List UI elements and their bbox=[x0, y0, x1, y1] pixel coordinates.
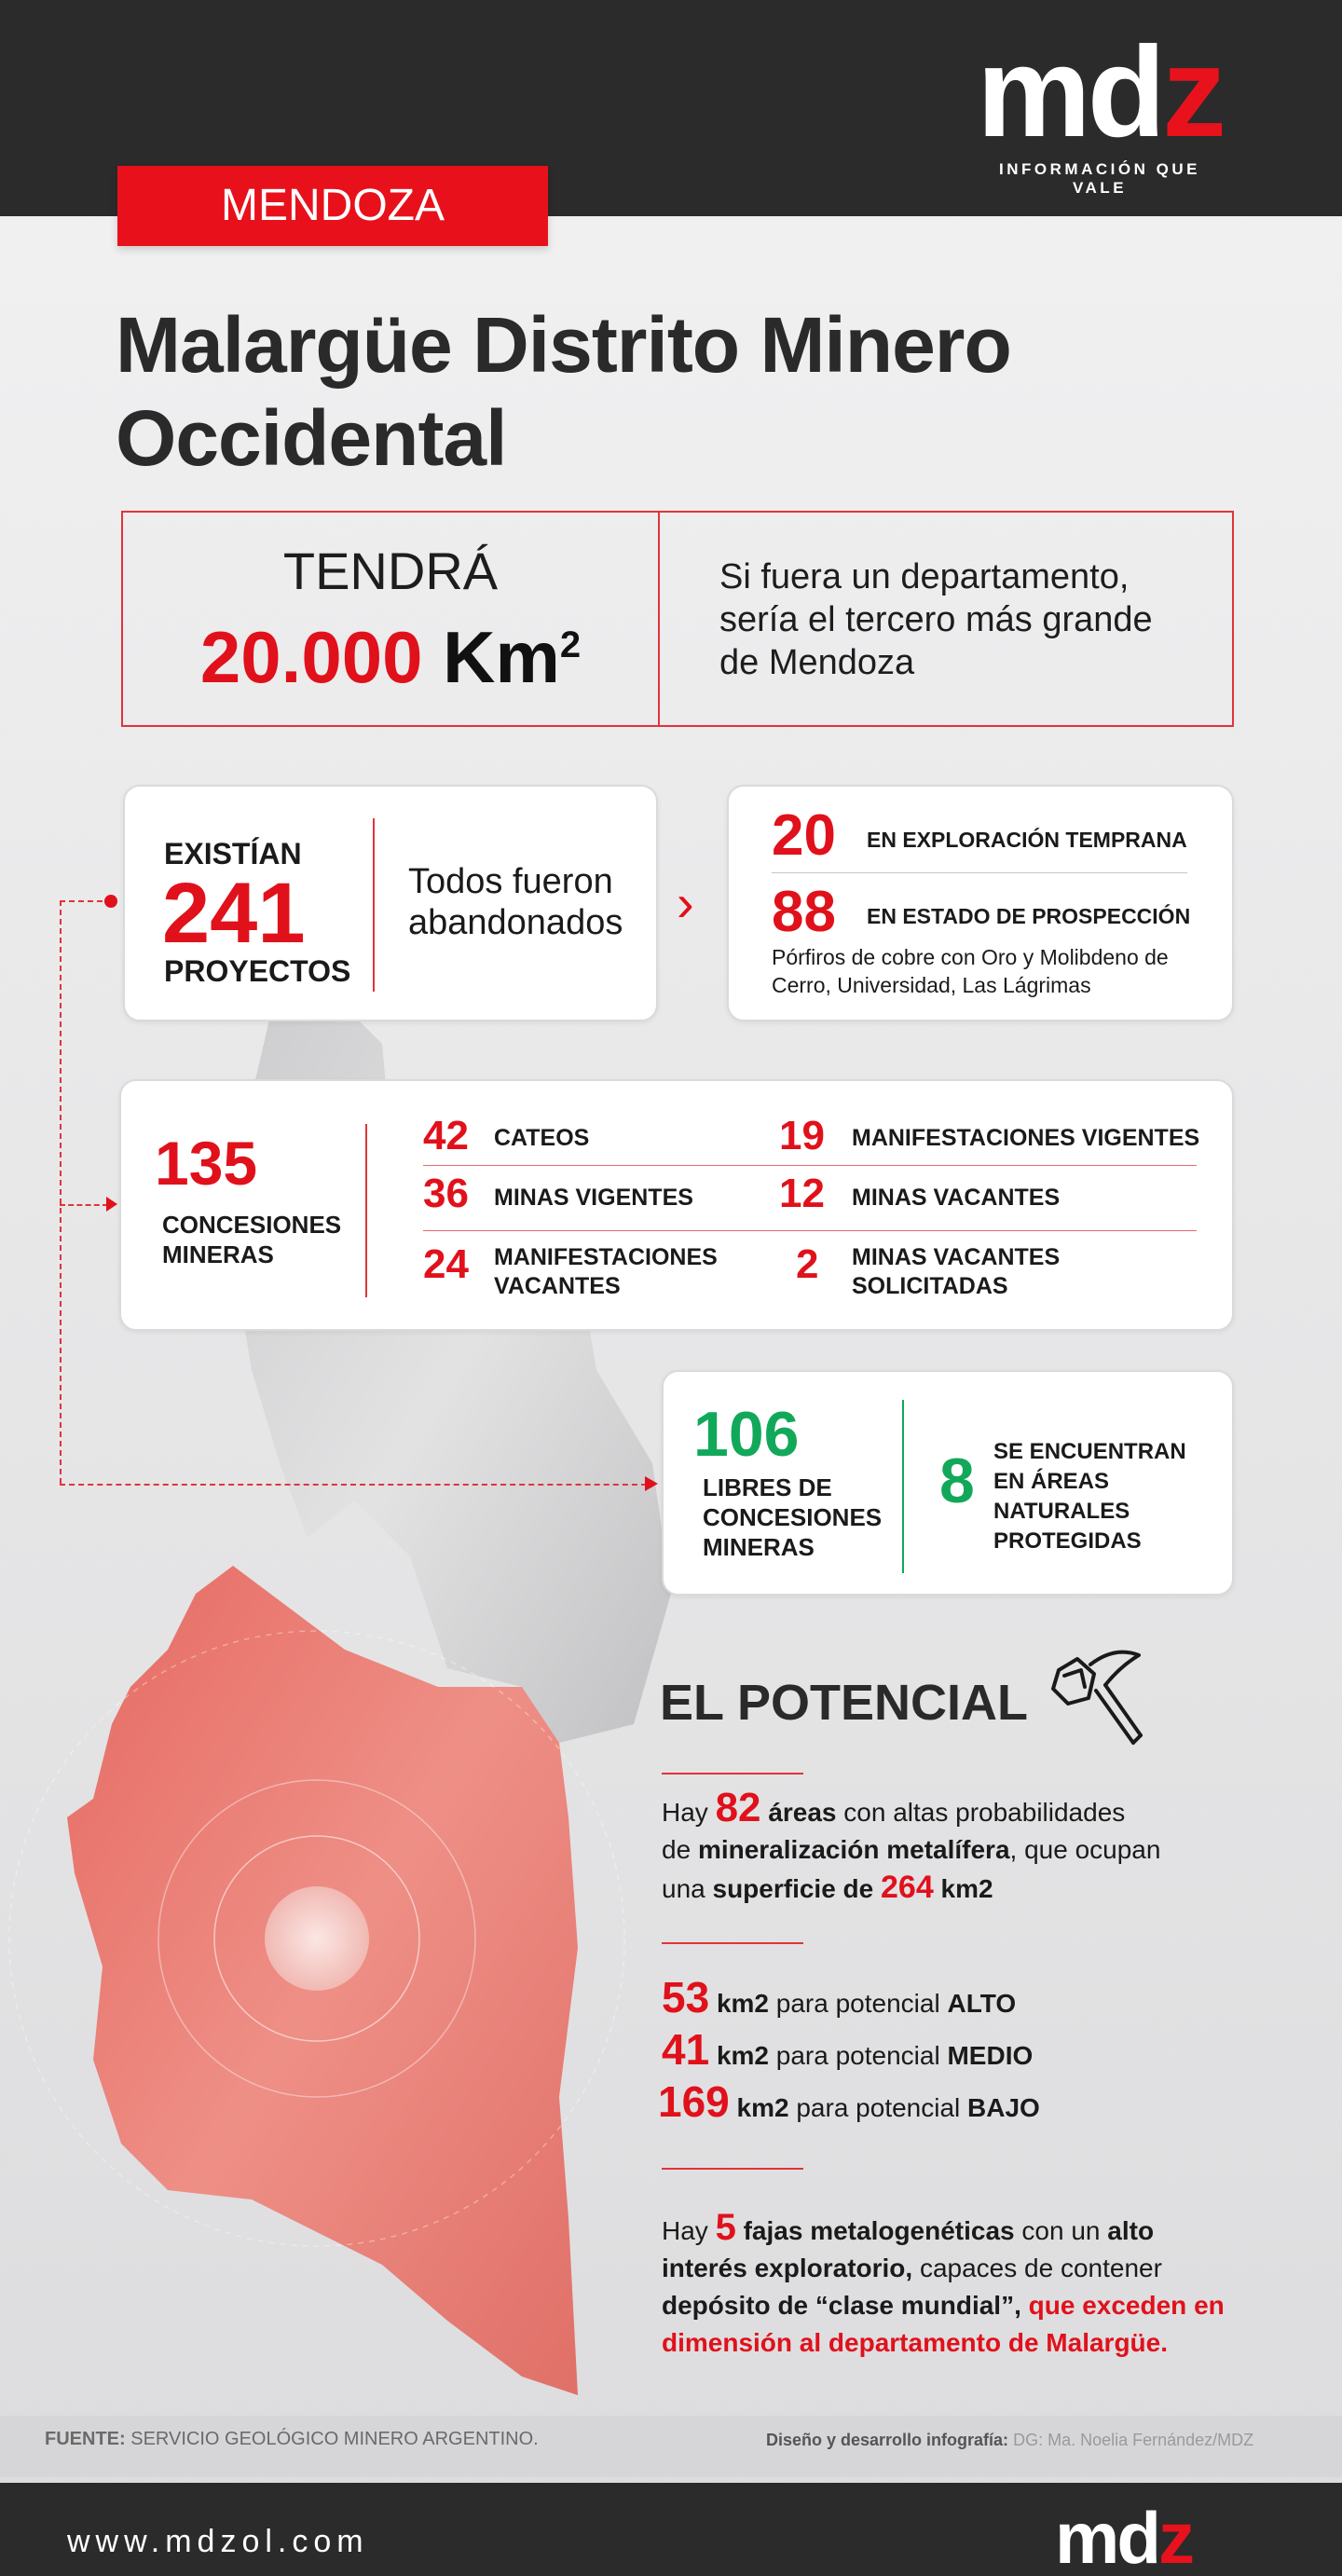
title-line-1: Malargüe Distrito Minero bbox=[116, 301, 1011, 389]
area-box bbox=[121, 511, 1234, 727]
concession-label-line: SOLICITADAS bbox=[852, 1273, 1008, 1299]
protected-count: 8 bbox=[939, 1446, 975, 1516]
page-title bbox=[116, 298, 1141, 485]
concession-label bbox=[494, 1243, 718, 1301]
concession-label-line: VACANTES bbox=[494, 1273, 621, 1299]
stage-divider bbox=[772, 872, 1187, 873]
free-label-line: MINERAS bbox=[703, 1533, 815, 1561]
free-divider bbox=[902, 1400, 904, 1573]
potential-level: 53 km2 para potencial ALTO bbox=[662, 1973, 1017, 2021]
free-count: 106 bbox=[693, 1399, 800, 1470]
logo-z: z bbox=[1158, 2497, 1192, 2576]
section-rule bbox=[662, 2168, 803, 2170]
projects-status-line: Todos fueron bbox=[408, 862, 613, 901]
concession-count: 24 bbox=[423, 1241, 469, 1287]
stage-note-line: Pórfiros de cobre con Oro y Molibdeno de bbox=[772, 945, 1169, 969]
potential-level: 169 km2 para potencial BAJO bbox=[658, 2077, 1040, 2126]
connector-line bbox=[60, 1204, 108, 1206]
free-label bbox=[703, 1473, 882, 1562]
concessions-label-line: MINERAS bbox=[162, 1240, 274, 1268]
projects-label: PROYECTOS bbox=[164, 954, 351, 988]
row-divider bbox=[423, 1165, 1197, 1166]
area-number: 20.000 bbox=[199, 616, 423, 698]
level-km: 169 bbox=[658, 2077, 730, 2126]
logo-md: md bbox=[1055, 2497, 1158, 2576]
concession-count: 12 bbox=[779, 1171, 825, 1216]
highlight-circle bbox=[265, 1886, 369, 1991]
potential-paragraph-1: Hay 82 áreas con altas probabilidades de mineralización metalífera, que ocupan una superficie de 264 km2 bbox=[662, 1785, 1161, 1905]
concession-label: MINAS VACANTES bbox=[852, 1185, 1061, 1211]
protected-label-line: PROTEGIDAS bbox=[993, 1528, 1142, 1554]
source-note: FUENTE: SERVICIO GEOLÓGICO MINERO ARGENTINO. bbox=[45, 2429, 539, 2449]
logo-z: z bbox=[1162, 21, 1223, 164]
projects-card bbox=[123, 785, 658, 1021]
area-unit: Km$^2$ bbox=[443, 616, 582, 698]
concessions-card bbox=[119, 1079, 1234, 1331]
section-rule bbox=[662, 1942, 803, 1944]
connector-dot bbox=[104, 895, 117, 908]
concession-label: MANIFESTACIONES VIGENTES bbox=[852, 1125, 1200, 1151]
title-line-2: Occidental bbox=[116, 394, 507, 482]
pickaxe-rock-icon bbox=[1040, 1642, 1156, 1758]
tagline: INFORMACIÓN QUE VALE bbox=[999, 160, 1200, 197]
section-rule bbox=[662, 1773, 803, 1774]
brand-logo[interactable] bbox=[969, 21, 1230, 198]
stage-count: 88 bbox=[772, 880, 836, 944]
protected-label-line: NATURALES bbox=[993, 1499, 1130, 1524]
free-label-line: LIBRES DE bbox=[703, 1473, 832, 1501]
potential-paragraph-3: Hay 5 fajas metalogenéticas con un alto interés exploratorio, capaces de contener depósito de “clase mundial”, que exceden en dimensión al departamento de Malargüe. bbox=[662, 2207, 1225, 2357]
stage-note bbox=[772, 943, 1210, 999]
stage-label: EN EXPLORACIÓN TEMPRANA bbox=[867, 828, 1187, 852]
area-value bbox=[123, 615, 658, 700]
connector-line bbox=[60, 1484, 647, 1486]
area-divider bbox=[658, 513, 660, 725]
stage-label: EN ESTADO DE PROSPECCIÓN bbox=[867, 904, 1191, 928]
concessions-label bbox=[162, 1210, 341, 1269]
concession-label-line: MANIFESTACIONES bbox=[494, 1244, 718, 1270]
brand-logo-footer[interactable] bbox=[1055, 2497, 1192, 2576]
stage-note-line: Cerro, Universidad, Las Lágrimas bbox=[772, 973, 1091, 997]
level-km: 53 bbox=[662, 1973, 710, 2021]
concessions-label-line: CONCESIONES bbox=[162, 1211, 342, 1239]
fajas-count: 5 bbox=[715, 2207, 736, 2248]
concessions-divider bbox=[365, 1124, 367, 1297]
logo-md: md bbox=[977, 21, 1162, 164]
region-label: MENDOZA bbox=[117, 166, 548, 246]
existian-label: EXISTÍAN bbox=[164, 837, 302, 870]
concession-count: 19 bbox=[779, 1113, 825, 1158]
credits-note: Diseño y desarrollo infografía: DG: Ma. Noelia Fernández/MDZ bbox=[766, 2431, 1254, 2449]
projects-count: 241 bbox=[162, 866, 306, 961]
area-note-line: sería el tercero más grande bbox=[719, 600, 1153, 639]
connector-arrow bbox=[106, 1197, 117, 1212]
chevron-right-icon: › bbox=[677, 873, 694, 932]
level-km: 41 bbox=[662, 2025, 710, 2074]
website-link[interactable]: www.mdzol.com bbox=[67, 2524, 369, 2559]
free-label-line: CONCESIONES bbox=[703, 1503, 883, 1531]
areas-count: 82 bbox=[715, 1785, 761, 1830]
projects-status bbox=[408, 861, 641, 943]
surface-km: 264 bbox=[881, 1870, 934, 1905]
protected-label-line: EN ÁREAS bbox=[993, 1469, 1110, 1494]
projects-status-line: abandonados bbox=[408, 903, 623, 942]
protected-label-line: SE ENCUENTRAN bbox=[993, 1439, 1186, 1464]
concession-count: 42 bbox=[423, 1113, 469, 1158]
protected-label bbox=[993, 1437, 1186, 1556]
potential-level: 41 km2 para potencial MEDIO bbox=[662, 2025, 1034, 2074]
concession-count: 36 bbox=[423, 1171, 469, 1216]
concession-label-line: MINAS VACANTES bbox=[852, 1244, 1061, 1270]
area-note-line: de Mendoza bbox=[719, 643, 915, 682]
connector-line bbox=[60, 900, 62, 1484]
stage-count: 20 bbox=[772, 803, 836, 868]
projects-divider bbox=[373, 818, 375, 992]
concession-label bbox=[852, 1243, 1060, 1301]
concession-label: MINAS VIGENTES bbox=[494, 1185, 693, 1211]
tendra-label: TENDRÁ bbox=[282, 541, 499, 600]
concession-count: 2 bbox=[796, 1241, 819, 1287]
free-card bbox=[662, 1370, 1234, 1596]
concession-label: CATEOS bbox=[494, 1125, 590, 1151]
area-note-line: Si fuera un departamento, bbox=[719, 557, 1130, 596]
potential-title: EL POTENCIAL bbox=[660, 1675, 1029, 1731]
area-note bbox=[719, 555, 1204, 684]
concessions-count: 135 bbox=[155, 1129, 258, 1198]
row-divider bbox=[423, 1230, 1197, 1231]
connector-arrow bbox=[645, 1476, 658, 1491]
stages-card bbox=[727, 785, 1234, 1021]
